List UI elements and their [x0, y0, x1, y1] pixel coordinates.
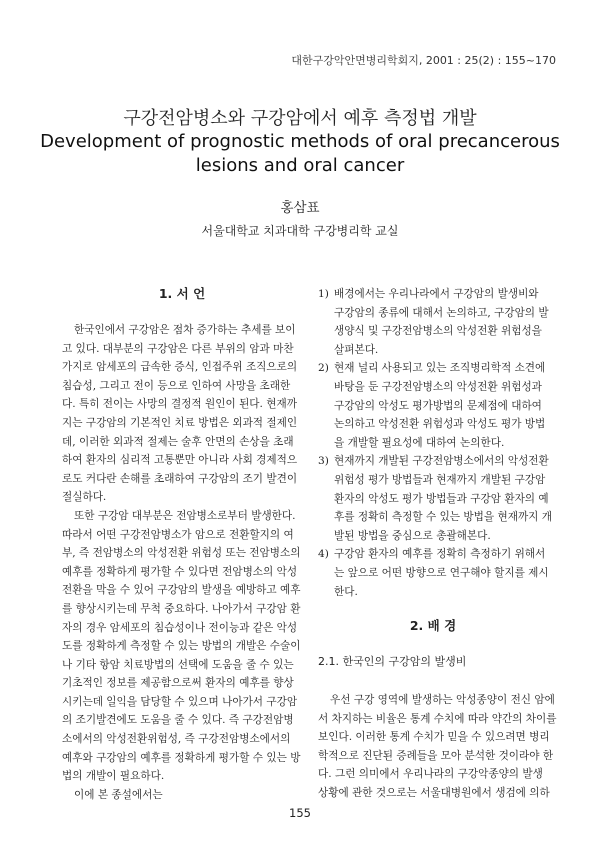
author-affiliation: 서울대학교 치과대학 구강병리학 교실: [201, 224, 399, 238]
article-title-english: [0, 130, 600, 178]
text-line: 배경에서는 우리나라에서 구강암의 발생비와: [334, 288, 539, 300]
text-line: 이에 본 종설에서는: [74, 788, 163, 801]
text-line: 예후를 정확하게 평가할 수 있다면 전암병소의 악성: [62, 565, 298, 578]
text-line: 살펴본다.: [334, 343, 379, 356]
text-line: 따라서 어떤 구강전암병소가 암으로 전환할지의 여: [62, 528, 294, 541]
title-en-line-1: Development of prognostic methods of oral precancerous: [40, 131, 560, 152]
text-line: 고 있다. 대부분의 구강암은 다른 부위의 암과 마찬: [62, 342, 294, 355]
text-line: 다. 그런 의미에서 우리나라의 구강악종양의 발생: [318, 768, 543, 781]
text-line: 는 앞으로 어떤 방향으로 연구해야 할지를 제시: [334, 566, 549, 579]
text-line: 보인다. 이러한 통계 수치가 믿을 수 있으려면 병리: [318, 731, 550, 744]
text-line: 부, 즉 전암병소의 악성전환 위험성 또는 전암병소의: [62, 547, 301, 560]
text-line: 예후와 구강암의 예후를 정확하게 평가할 수 있는 방: [62, 751, 301, 764]
text-line: 데, 이러한 외과적 절제는 술후 안면의 손상을 초래: [62, 435, 294, 448]
section-heading-introduction: 1. 서 언: [158, 286, 206, 301]
text-line: 구강암 환자의 예후를 정확히 측정하기 위해서: [334, 548, 546, 561]
text-line: 생양식 및 구강전암병소의 악성전환 위험성을: [334, 325, 542, 338]
text-line: 소에서의 악성전환위험성, 즉 구강전암병소에서의: [62, 733, 291, 746]
text-line: 하여 환자의 심리적 고통뿐만 아니라 사회 경제적으: [62, 454, 298, 467]
text-line: 로도 커다란 손해를 초래하여 구강암의 조기 발견이: [62, 472, 298, 485]
text-line: 상황에 관한 것으로는 서울대병원에서 생검에 의하: [318, 787, 550, 800]
text-line: 지는 구강암의 기본적인 치료 방법은 외과적 절제인: [62, 416, 298, 429]
list-number: 3): [318, 455, 329, 468]
text-line: 우선 구강 영역에 발생하는 악성종양이 전신 암에: [330, 694, 555, 707]
text-line: 침습성, 그리고 전이 등으로 인하여 사망을 초래한: [62, 379, 291, 392]
section-heading-background: 2. 배 경: [409, 618, 457, 634]
left-paragraphs: [62, 321, 302, 804]
paragraph: [62, 507, 302, 786]
text-line: 자의 경우 암세포의 침습성이나 전이능과 같은 악성: [62, 621, 298, 634]
text-line: 시키는데 일익을 담당할 수 있으며 나아가서 구강암: [62, 695, 298, 708]
text-line: 환자의 악성도 평가 방법들과 구강암 환자의 예: [334, 492, 549, 505]
paragraph: [62, 321, 302, 507]
text-line: 다. 특히 전이는 사망의 결정적 원인이 된다. 현재까: [62, 398, 297, 411]
text-line: 전환을 막을 수 있어 구강암의 발생을 예방하고 예후: [62, 584, 301, 597]
text-line: 구강암의 악성도 평가방법의 문제점에 대하여: [334, 399, 542, 412]
text-line: 학적으로 진단된 증례들을 모아 분석한 것이라야 한: [318, 749, 554, 762]
text-line: 발된 방법을 중심으로 총괄해본다.: [334, 529, 491, 542]
text-line: 한국인에서 구강암은 점차 증가하는 추세를 보이: [74, 324, 296, 336]
objective-list: [318, 285, 553, 601]
list-item: [318, 545, 548, 601]
text-line: 논의하고 악성전환 위험성과 악성도 평가 방법: [334, 418, 546, 431]
list-item: [318, 285, 548, 359]
text-line: 의 조기발견에도 도움을 줄 수 있다. 즉 구강전암병: [62, 714, 294, 727]
journal-reference: 대한구강악안면병리학회지, 2001 : 25(2) : 155~170: [291, 54, 556, 67]
text-line: 현재까지 개발된 구강전암병소에서의 악성전환: [334, 455, 549, 468]
list-number: 4): [318, 548, 329, 561]
page-number: 155: [289, 806, 311, 820]
text-line: 바탕을 둔 구강전암병소의 악성전환 위험성과: [334, 380, 542, 393]
text-line: 현재 널리 사용되고 있는 조직병리학적 소견에: [334, 362, 546, 375]
text-line: 도를 정확하게 측정할 수 있는 방법의 개발은 수술이: [62, 640, 301, 653]
text-line: 구강암의 종류에 대해서 논의하고, 구강암의 발: [334, 306, 549, 319]
left-column: [62, 285, 302, 804]
article-title-korean: 구강전암병소와 구강암에서 예후 측정법 개발: [123, 108, 477, 129]
paragraph: [62, 786, 302, 805]
text-line: 후를 정확히 측정할 수 있는 방법을 현재까지 개: [334, 511, 553, 524]
list-item: [318, 359, 548, 452]
text-line: 나 기타 항암 치료방법의 선택에 도움을 줄 수 있는: [62, 658, 294, 671]
text-line: 위험성 평가 방법들과 현재까지 개발된 구강암: [334, 473, 546, 486]
list-number: 2): [318, 362, 329, 375]
text-line: 을 개발할 필요성에 대하여 논의한다.: [334, 436, 505, 449]
text-line: 기초적인 정보를 제공함으로써 환자의 예후를 향상: [62, 677, 294, 690]
list-item: [318, 452, 553, 545]
list-number: 1): [318, 288, 329, 300]
author-name: 홍삼표: [280, 200, 320, 216]
text-line: 가지로 암세포의 급속한 증식, 인접주위 조직으로의: [62, 361, 298, 374]
text-line: 서 차지하는 비율은 통계 수치에 따라 약간의 차이를: [318, 712, 557, 725]
text-line: 한다.: [334, 585, 358, 598]
subsection-heading-incidence: 2.1. 한국인의 구강암의 발생비: [318, 655, 467, 669]
text-line: 절실하다.: [62, 491, 107, 504]
text-line: 또한 구강암 대부분은 전암병소로부터 발생한다.: [74, 509, 296, 522]
right-paragraph: [318, 691, 557, 803]
text-line: 법의 개발이 필요하다.: [62, 770, 165, 783]
right-column: [318, 285, 557, 803]
text-line: 를 향상시키는데 무척 중요하다. 나아가서 구강암 환: [62, 602, 301, 615]
title-en-line-2: lesions and oral cancer: [195, 155, 405, 176]
